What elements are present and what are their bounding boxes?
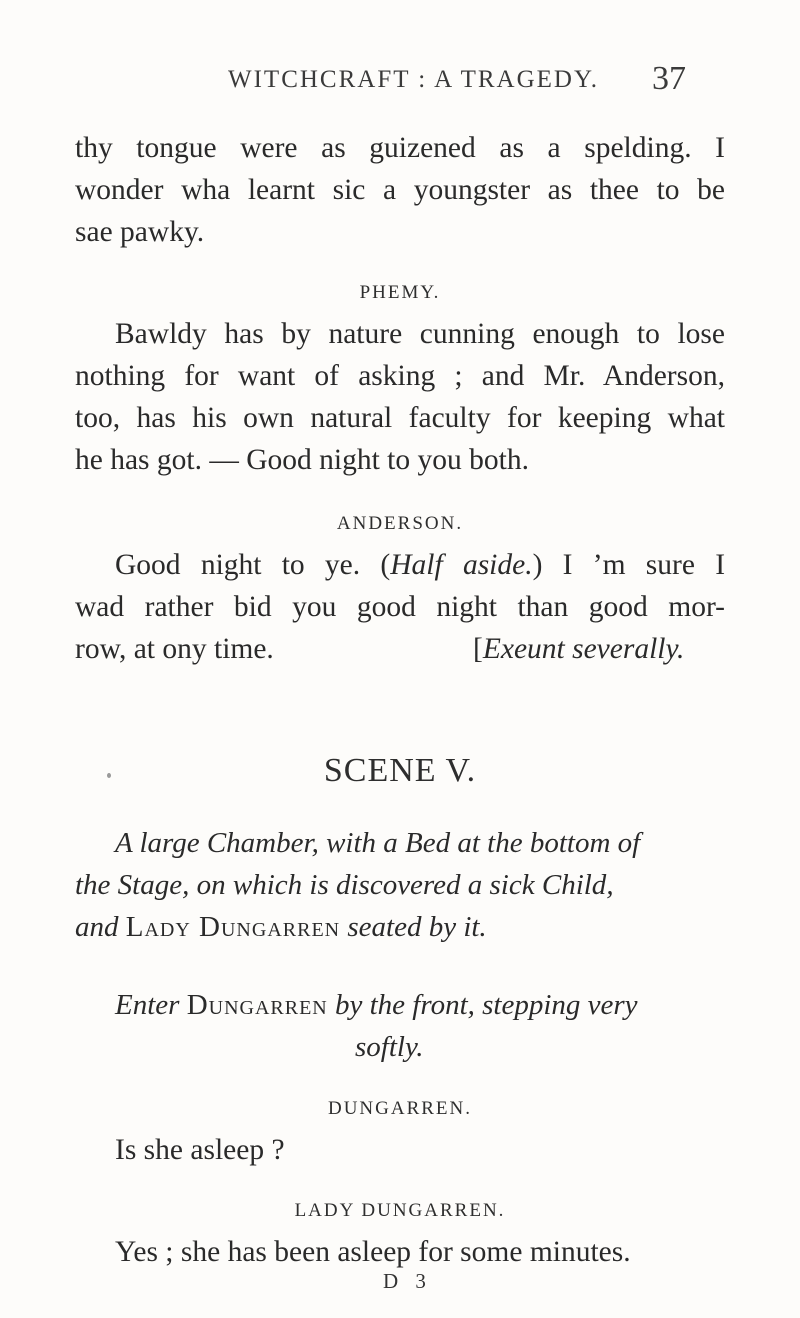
anderson-line-1 (115, 545, 725, 585)
signature-mark: D 3 (383, 1269, 432, 1293)
anderson-line-3 (75, 629, 725, 669)
scene-direction-line-3 (75, 907, 725, 947)
scene-direction-2c: , (606, 869, 614, 901)
entrance-direction-1b: by the front (335, 989, 468, 1021)
scene-direction-2a: the Stage (75, 869, 183, 901)
entrance-direction-1a: Enter (115, 989, 180, 1021)
scene-direction-2b: , on which is discovered a sick Child (182, 869, 607, 901)
scene-heading: SCENE V. (323, 752, 477, 789)
running-title: WITCHCRAFT : A TRAGEDY. (228, 66, 600, 93)
entrance-direction-line-1 (115, 985, 725, 1025)
entrance-direction-1c: , stepping very (467, 989, 638, 1021)
character-lady-dungarren: Lady Dungarren (125, 911, 341, 943)
passage-line-2: wonder wha learnt sic a youngster as thee to be (75, 174, 725, 206)
anderson-line-3-text: row, at ony time. (75, 633, 274, 665)
page-number: 37 (652, 60, 686, 97)
stage-direction-half-aside: Half aside. (390, 549, 533, 581)
scene-direction-line-2 (75, 865, 725, 905)
exeunt-text: Exeunt severally. (482, 633, 685, 665)
speaker-phemy: PHEMY. (359, 282, 441, 303)
scene-direction-1a: A large Chamber (115, 827, 312, 859)
passage-line-3: sae pawky. (75, 216, 205, 248)
running-head (0, 60, 800, 106)
anderson-line-1-text: Good night to ye. ( (115, 549, 391, 581)
speaker-anderson: ANDERSON. (336, 513, 464, 534)
dungarren-line: Is she asleep ? (115, 1134, 285, 1166)
anderson-line-1-rest: ) I ’m sure I (532, 549, 726, 581)
exeunt-bracket: [ (473, 633, 483, 665)
scene-direction-line-1 (115, 823, 725, 863)
passage-line-1: thy tongue were as guizened as a spelding. I (75, 132, 725, 164)
anderson-line-2: wad rather bid you good night than good mor- (75, 591, 725, 623)
character-dungarren: Dungarren (186, 989, 328, 1021)
exeunt-direction (473, 629, 684, 669)
scene-direction-3b: seated by it. (347, 911, 487, 943)
speaker-lady-dungarren: LADY DUNGARREN. (294, 1200, 506, 1221)
scene-direction-1b: , with a Bed at the bottom of (311, 827, 641, 859)
entrance-direction-line-2: softly. (355, 1031, 424, 1063)
lady-dungarren-line: Yes ; she has been asleep for some minutes. (115, 1236, 631, 1268)
scene-direction-3a: and (75, 911, 119, 943)
speaker-dungarren: DUNGARREN. (327, 1098, 473, 1119)
phemy-line-2: nothing for want of asking ; and Mr. Anderson, (75, 360, 725, 392)
phemy-line-3: too, has his own natural faculty for keeping what (75, 402, 725, 434)
phemy-line-1: Bawldy has by nature cunning enough to lose (115, 318, 725, 350)
phemy-line-4: he has got. — Good night to you both. (75, 444, 529, 476)
